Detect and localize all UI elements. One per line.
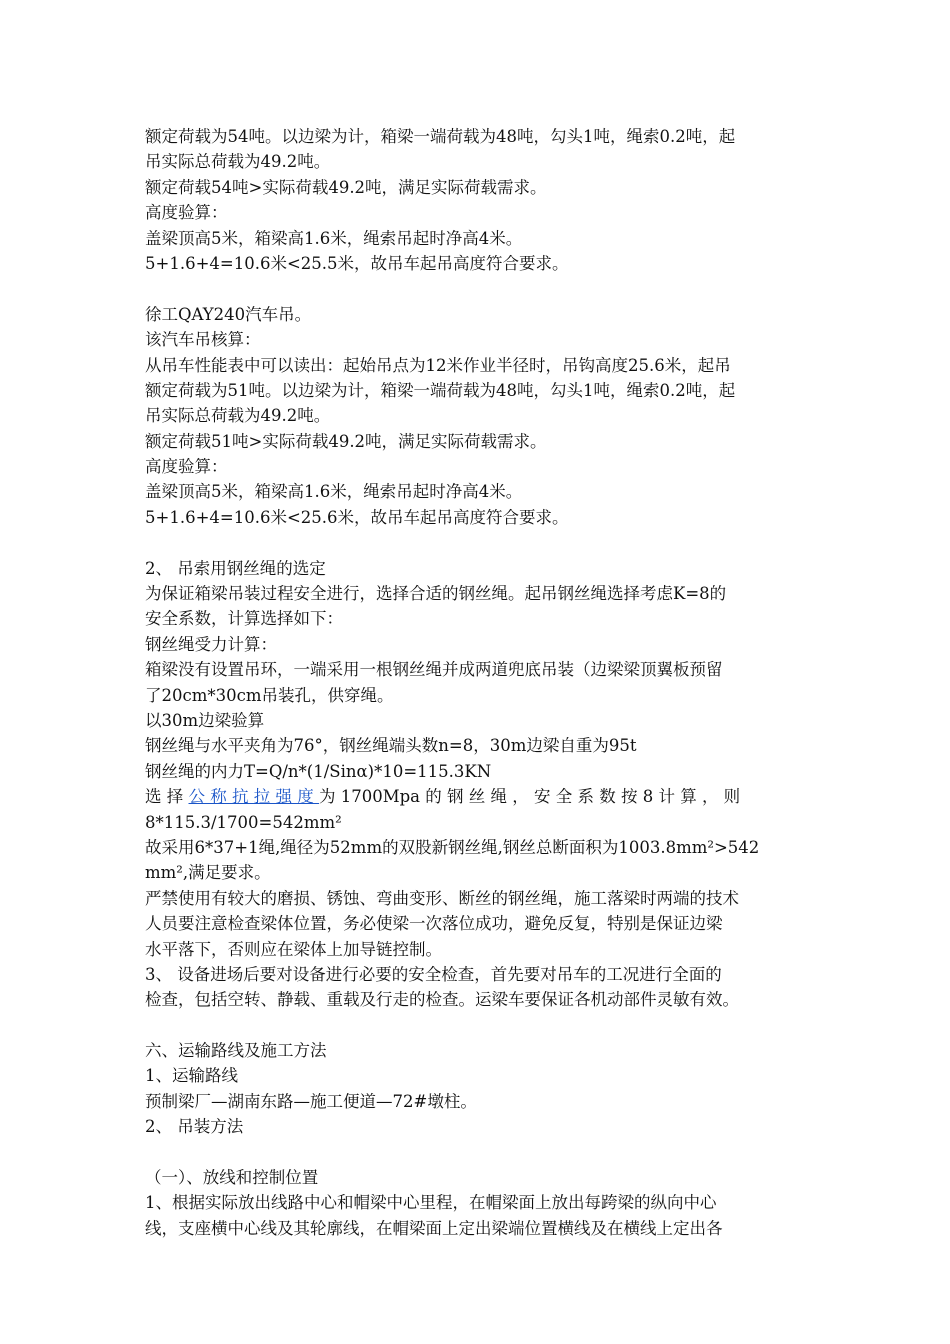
- text-line: 3、 设备进场后要对设备进行必要的安全检查，首先要对吊车的工况进行全面的: [145, 964, 722, 984]
- blank-line: [145, 530, 810, 555]
- section-heading: 2、 吊索用钢丝绳的选定: [145, 558, 326, 578]
- text-line: 额定荷载为51吨。以边梁为计，箱梁一端荷载为48吨，勾头1吨，绳索0.2吨，起: [145, 380, 736, 400]
- subsection-heading: 2、 吊装方法: [145, 1117, 244, 1137]
- text-line: 吊实际总荷载为49.2吨。: [145, 406, 331, 426]
- text-line: mm²,满足要求。: [145, 863, 271, 883]
- text-line: 安全系数，计算选择如下：: [145, 609, 343, 629]
- text-line: 了20cm*30cm吊装孔，供穿绳。: [145, 685, 394, 705]
- text-line: 5+1.6+4=10.6米<25.6米，故吊车起吊高度符合要求。: [145, 507, 569, 527]
- text-line-with-link: [145, 784, 810, 809]
- text-line: 水平落下，否则应在梁体上加导链控制。: [145, 939, 442, 959]
- text-line: 检查，包括空转、静载、重载及行走的检查。运梁车要保证各机动部件灵敏有效。: [145, 990, 739, 1010]
- text-line: 钢丝绳受力计算：: [145, 634, 277, 654]
- text-line: 盖梁顶高5米，箱梁高1.6米，绳索吊起时净高4米。: [145, 228, 523, 248]
- text-line: 箱梁没有设置吊环，一端采用一根钢丝绳并成两道兜底吊装（边梁梁顶翼板预留: [145, 660, 723, 680]
- text-line: 徐工QAY240汽车吊。: [145, 304, 312, 324]
- text-line: 线，支座横中心线及其轮廓线，在帽梁面上定出梁端位置横线及在横线上定出各: [145, 1218, 723, 1238]
- text-line: 钢丝绳与水平夹角为76°，钢丝绳端头数n=8，30m边梁自重为95t: [145, 736, 637, 756]
- subsection-heading: 1、运输路线: [145, 1066, 238, 1086]
- text-line: 额定荷载54吨>实际荷载49.2吨，满足实际荷载需求。: [145, 177, 547, 197]
- blank-line: [145, 1013, 810, 1038]
- text-line: 盖梁顶高5米，箱梁高1.6米，绳索吊起时净高4米。: [145, 482, 523, 502]
- text-line: 严禁使用有较大的磨损、锈蚀、弯曲变形、断丝的钢丝绳，施工落梁时两端的技术: [145, 888, 739, 908]
- text-line: 故采用6*37+1绳,绳径为52mm的双股新钢丝绳,钢丝总断面积为1003.8mm²>542: [145, 837, 760, 857]
- subsection-heading: （一）、放线和控制位置: [145, 1168, 319, 1188]
- text-line: 该汽车吊核算：: [145, 330, 261, 350]
- text-line: 高度验算：: [145, 203, 228, 223]
- text-line: 5+1.6+4=10.6米<25.5米，故吊车起吊高度符合要求。: [145, 253, 569, 273]
- document-body: [145, 124, 810, 1241]
- text-line: 1、根据实际放出线路中心和帽梁中心里程，在帽梁面上放出每跨梁的纵向中心: [145, 1193, 717, 1213]
- text-line: 高度验算：: [145, 457, 228, 477]
- strength-link[interactable]: 公 称 抗 拉 强 度: [188, 787, 319, 807]
- text-line: 从吊车性能表中可以读出：起始吊点为12米作业半径时，吊钩高度25.6米，起吊: [145, 355, 731, 375]
- text-line: 额定荷载51吨>实际荷载49.2吨，满足实际荷载需求。: [145, 431, 547, 451]
- blank-line: [145, 1140, 810, 1165]
- text-line: 额定荷载为54吨。以边梁为计，箱梁一端荷载为48吨，勾头1吨，绳索0.2吨，起: [145, 127, 736, 146]
- text-line: 为保证箱梁吊装过程安全进行，选择合适的钢丝绳。起吊钢丝绳选择考虑K=8的: [145, 584, 727, 604]
- text-line: 8*115.3/1700=542mm²: [145, 812, 342, 832]
- text-line: 预制梁厂—湖南东路—施工便道—72#墩柱。: [145, 1091, 477, 1111]
- text-line: 以30m边梁验算: [145, 710, 265, 730]
- text-line: 人员要注意检查梁体位置，务必使梁一次落位成功，避免反复，特别是保证边梁: [145, 914, 723, 934]
- blank-line: [145, 276, 810, 301]
- text-line: 钢丝绳的内力T=Q/n*(1/Sinα)*10=115.3KN: [145, 761, 492, 781]
- section-heading: 六、运输路线及施工方法: [145, 1041, 327, 1061]
- link-line-prefix: 选 择: [145, 787, 189, 807]
- text-line: 吊实际总荷载为49.2吨。: [145, 152, 331, 172]
- link-line-suffix: 为 1700Mpa 的 钢 丝 绳 ， 安 全 系 数 按 8 计 算 ， 则: [318, 787, 741, 807]
